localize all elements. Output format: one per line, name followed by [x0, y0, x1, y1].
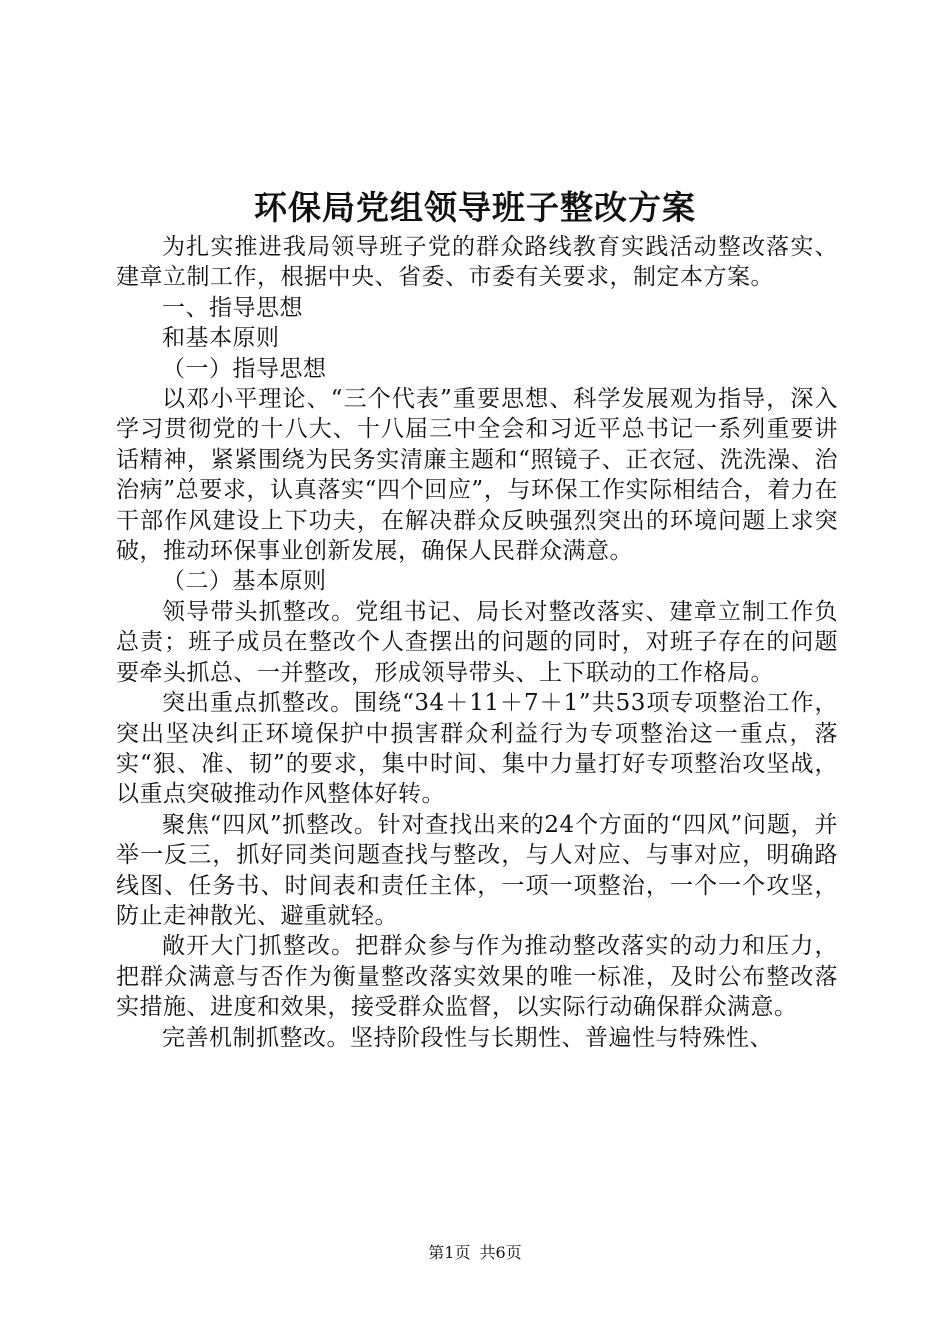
section-heading-continuation: 和基本原则 [162, 325, 280, 352]
document-title: 环保局党组领导班子整改方案 [254, 188, 696, 227]
guiding-thought-paragraph: 以邓小平理论、“三个代表”重要思想、科学发展观为指导，深入学习贯彻党的十八大、十八届三中全会和习近平总书记一系列重要讲话精神，紧紧围绕为民务实清廉主题和“照镜子、正衣冠、洗洗澡、治治病”总要求，认真落实“四个回应”，与环保工作实际相结合，着力在干部作风建设上下功夫，在解决群众反映强烈突出的环境问题上求突破，推动环保事业创新发展，确保人民群众满意。 [116, 386, 838, 565]
principle-paragraph-mechanisms: 完善机制抓整改。坚持阶段性与长期性、普遍性与特殊性、 [162, 1024, 773, 1051]
document-body [116, 232, 838, 1053]
subsection-heading-guiding-thought: （一）指导思想 [162, 355, 327, 382]
page-total: 共6页 [479, 1243, 522, 1262]
principle-paragraph-open-doors: 敞开大门抓整改。把群众参与作为推动整改落实的动力和压力，把群众满意与否作为衡量整改落实效果的唯一标准，及时公布整改落实措施、进度和效果，接受群众监督，以实际行动确保群众满意。 [116, 933, 838, 1021]
intro-paragraph: 为扎实推进我局领导班子党的群众路线教育实践活动整改落实、建章立制工作，根据中央、省委、市委有关要求，制定本方案。 [116, 234, 838, 291]
page-footer [0, 1242, 950, 1264]
section-heading-guiding-thought: 一、指导思想 [162, 294, 303, 321]
principle-paragraph-four-winds: 聚焦“四风”抓整改。针对查找出来的24个方面的“四风”问题，并举一反三，抓好同类问题查找与整改，与人对应、与事对应，明确路线图、任务书、时间表和责任主体，一项一项整治，一个一个攻坚，防止走神散光、避重就轻。 [116, 811, 838, 929]
subsection-heading-basic-principles: （二）基本原则 [162, 568, 327, 595]
principle-paragraph-leadership: 领导带头抓整改。党组书记、局长对整改落实、建章立制工作负总责；班子成员在整改个人查摆出的问题的同时，对班子存在的问题要牵头抓总、一并整改，形成领导带头、上下联动的工作格局。 [116, 598, 838, 686]
principle-paragraph-key-points: 突出重点抓整改。围绕“34＋11＋7＋1”共53项专项整治工作，突出坚决纠正环境保护中损害群众利益行为专项整治这一重点，落实“狠、准、韧”的要求，集中时间、集中力量打好专项整治攻坚战，以重点突破推动作风整体好转。 [116, 690, 838, 808]
page-number: 第1页 [428, 1243, 471, 1262]
